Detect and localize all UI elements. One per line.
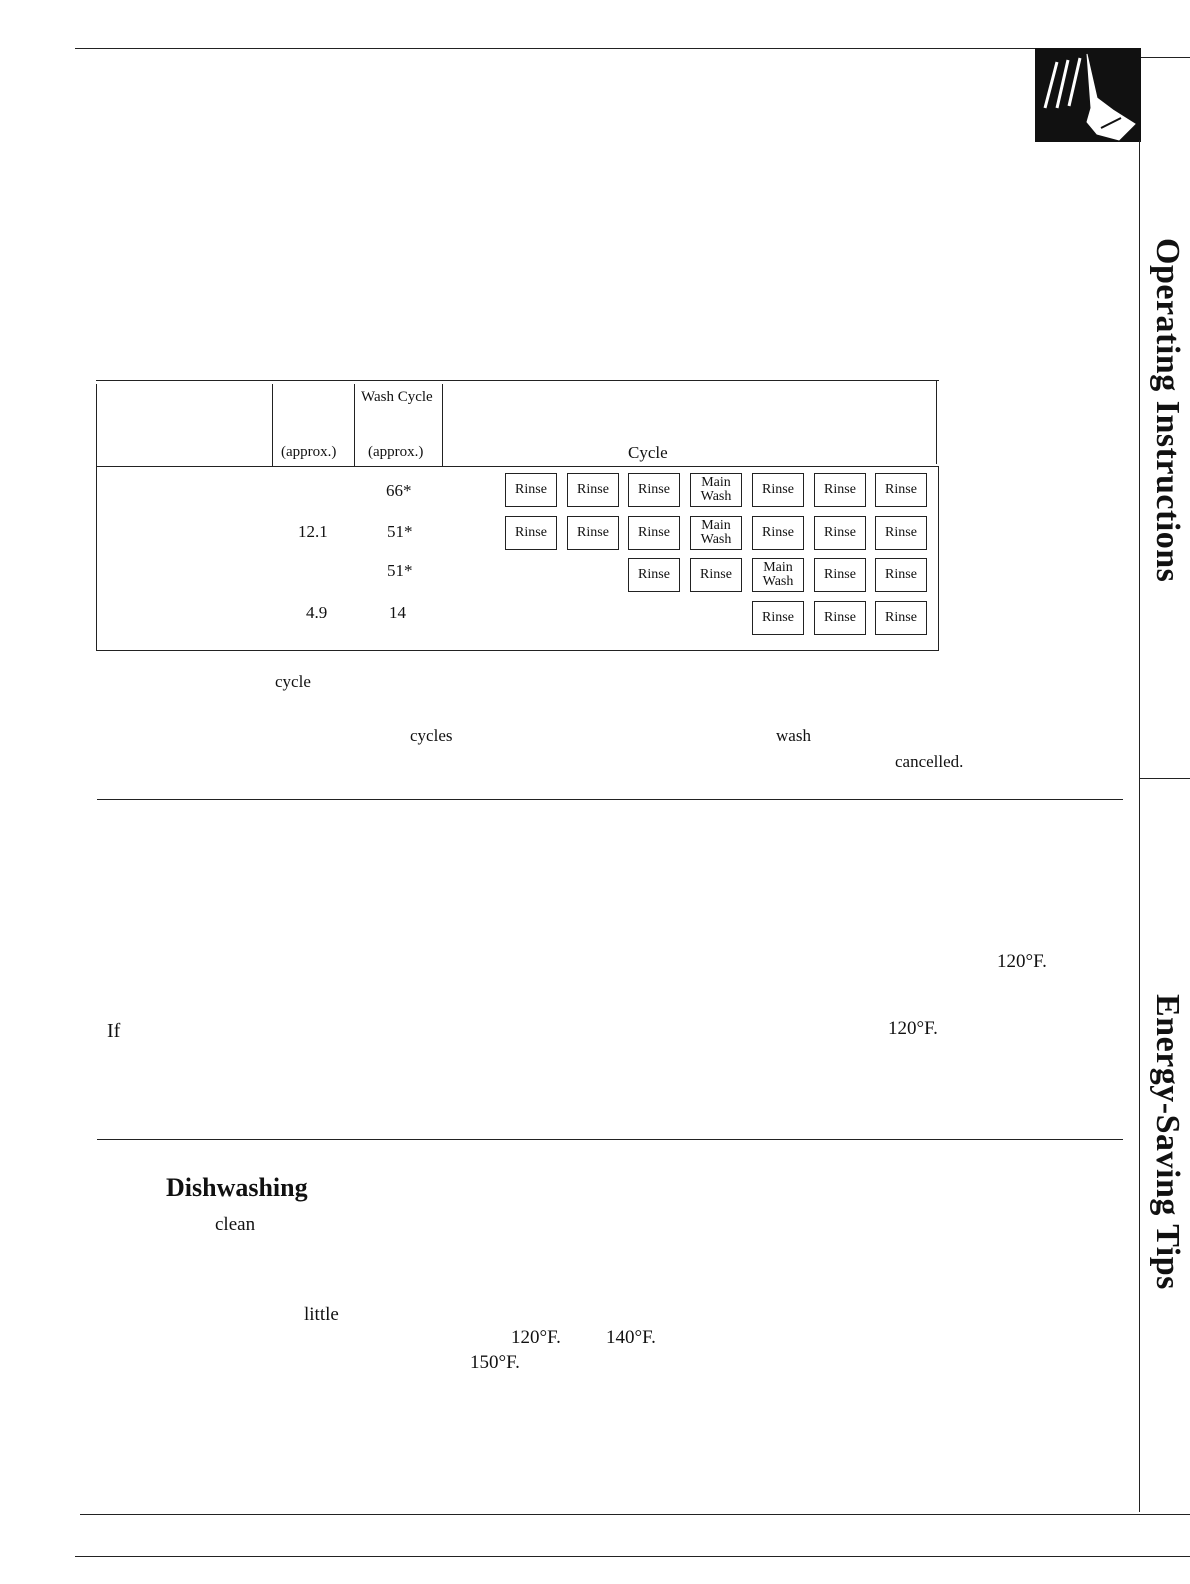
row1-step-6: Rinse [814, 473, 866, 507]
header-cycle: Cycle [628, 443, 668, 462]
hand-logo [1035, 48, 1141, 142]
dishwashing-temp-150: 150°F. [470, 1352, 520, 1373]
row1-step-7: Rinse [875, 473, 927, 507]
note-word-wash: wash [776, 726, 811, 745]
row2-step-5: Rinse [752, 516, 804, 550]
table-right-border-lower [938, 467, 939, 651]
table-col-divider-1 [272, 384, 273, 466]
header-approx-1: (approx.) [281, 444, 337, 460]
tab-operating-instructions: Operating Instructions [1149, 238, 1186, 583]
row2-step-6: Rinse [814, 516, 866, 550]
dishwashing-temp-140: 140°F. [606, 1327, 656, 1348]
dishwashing-word-little: little [304, 1304, 339, 1325]
energy-temp-b: 120°F. [888, 1018, 938, 1039]
table-right-border [936, 380, 937, 464]
row1-step-5: Rinse [752, 473, 804, 507]
row3-step-4: Rinse [814, 558, 866, 592]
bottom-rule-2 [75, 1556, 1190, 1557]
header-approx-2: (approx.) [368, 444, 424, 460]
table-col-divider-2 [354, 384, 355, 466]
table-bottom-border [96, 650, 939, 651]
cycle-table [96, 380, 939, 651]
bottom-rule-1 [80, 1514, 1190, 1515]
row1-step-2: Rinse [567, 473, 619, 507]
row3-wash-value: 51* [387, 561, 413, 580]
row2-col2-value: 12.1 [298, 522, 328, 541]
row4-step-3: Rinse [875, 601, 927, 635]
row1-step-1: Rinse [505, 473, 557, 507]
row3-step-5: Rinse [875, 558, 927, 592]
row3-step-3: Main Wash [752, 558, 804, 592]
table-header-rule [96, 466, 939, 467]
sidebar-tab-separator [1140, 778, 1190, 779]
row2-step-4: Main Wash [690, 516, 742, 550]
dishwashing-word-clean: clean [215, 1214, 256, 1235]
table-top-border [96, 380, 939, 381]
note-word-cycles: cycles [410, 726, 453, 745]
row4-wash-value: 14 [389, 603, 406, 622]
row4-step-2: Rinse [814, 601, 866, 635]
top-rule [75, 48, 1115, 49]
table-col-divider-3 [442, 384, 443, 466]
row3-step-2: Rinse [690, 558, 742, 592]
table-left-border [96, 384, 97, 651]
row3-step-1: Rinse [628, 558, 680, 592]
row2-step-3: Rinse [628, 516, 680, 550]
row1-wash-value: 66* [386, 481, 412, 500]
note-word-cycle: cycle [275, 672, 311, 691]
energy-if-word: If [107, 1020, 121, 1042]
hand-pointer-icon [1035, 48, 1141, 142]
row4-col2-value: 4.9 [306, 603, 328, 622]
row2-step-2: Rinse [567, 516, 619, 550]
dishwashing-temp-120: 120°F. [511, 1327, 561, 1348]
tab-energy-saving-tips: Energy-Saving Tips [1149, 994, 1186, 1290]
row2-wash-value: 51* [387, 522, 413, 541]
dishwashing-heading: Dishwashing [166, 1173, 308, 1202]
note-word-cancelled: cancelled. [895, 752, 964, 771]
row1-step-4: Main Wash [690, 473, 742, 507]
row2-step-1: Rinse [505, 516, 557, 550]
row1-step-3: Rinse [628, 473, 680, 507]
row4-step-1: Rinse [752, 601, 804, 635]
section-rule-2 [97, 1139, 1123, 1140]
section-rule-1 [97, 799, 1123, 800]
top-rule-right [1134, 57, 1190, 58]
energy-temp-a: 120°F. [997, 951, 1047, 972]
header-wash-cycle: Wash Cycle [361, 389, 433, 405]
sidebar-divider [1139, 140, 1140, 1512]
row2-step-7: Rinse [875, 516, 927, 550]
